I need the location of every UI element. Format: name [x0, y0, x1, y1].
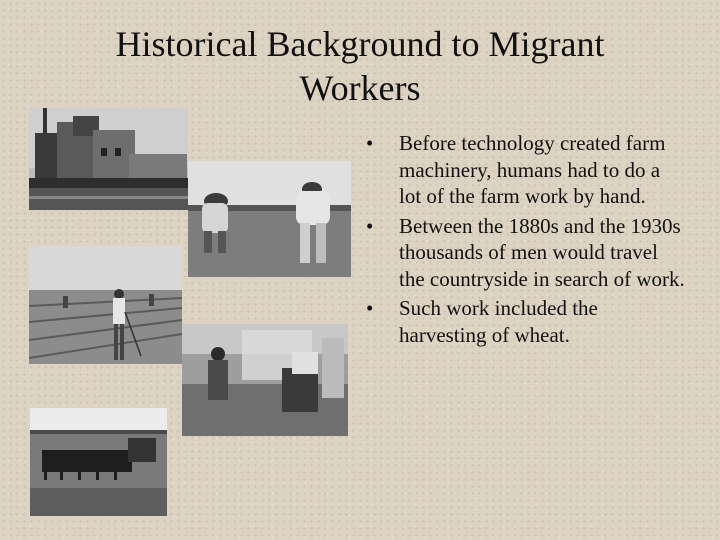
bullet-text: Between the 1880s and the 1930s thousands of men would travel the countryside in search of work.: [399, 213, 685, 291]
bullet-marker: •: [366, 296, 374, 320]
wheat-harvest-photo: [182, 324, 348, 436]
bullet-marker: •: [366, 213, 374, 238]
bullet-text: Before technology created farm machinery, humans had to do a lot of the farm work by hand.: [399, 131, 666, 208]
slide-title: [20, 22, 700, 110]
grain-elevator-photo: [29, 108, 188, 210]
title-line-2: Workers: [299, 68, 421, 108]
workers-bending-photo: [188, 161, 351, 277]
field-rows-photo: [29, 246, 182, 364]
bullet-item: [366, 130, 686, 210]
bullet-item: [366, 213, 686, 293]
bullet-marker: •: [366, 131, 374, 155]
bullet-item: [366, 295, 686, 348]
horse-team-photo: [30, 408, 167, 516]
bullet-list: [366, 130, 686, 351]
bullet-text: Such work included the harvesting of wheat.: [399, 296, 598, 347]
title-line-1: Historical Background to Migrant: [115, 24, 605, 64]
